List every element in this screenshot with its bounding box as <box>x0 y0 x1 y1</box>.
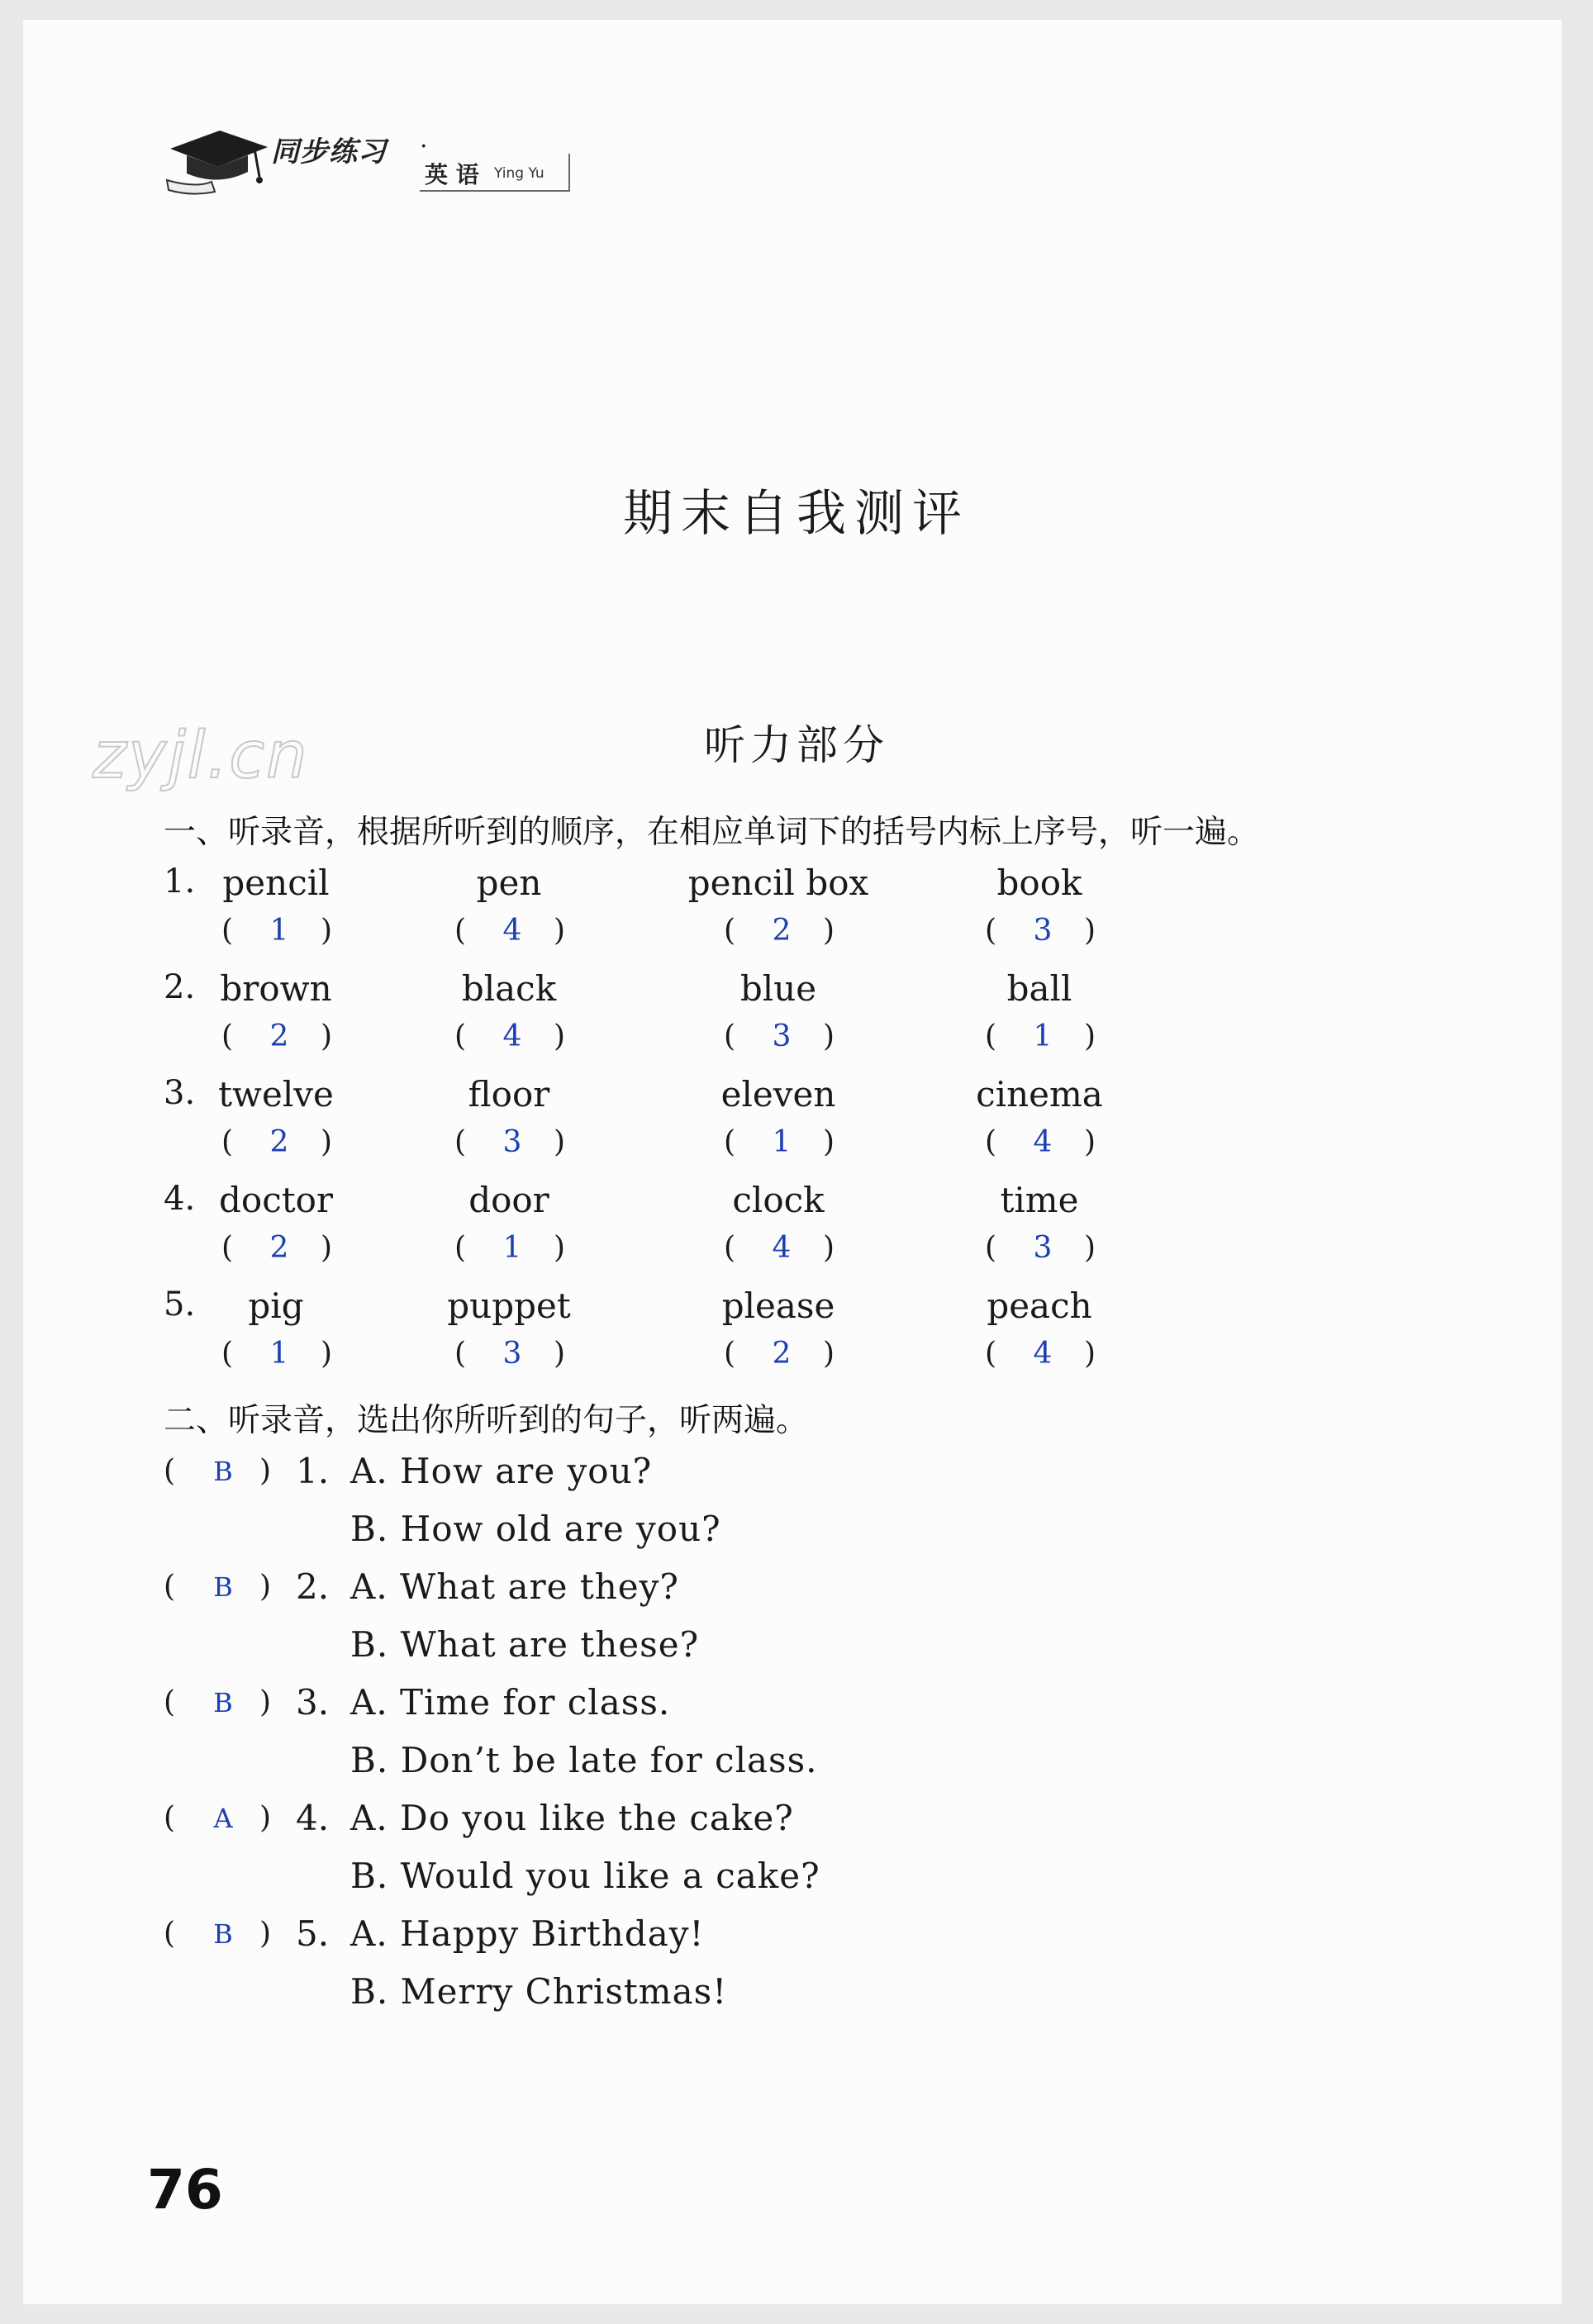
option-b: B. Would you like a cake? <box>350 1856 820 1896</box>
answer-choice[interactable]: B <box>213 1571 233 1603</box>
option-a: A. What are they? <box>350 1566 679 1607</box>
word-row <box>0 1180 1593 1229</box>
question-number: 3. <box>164 1074 196 1112</box>
word: pen <box>476 863 542 903</box>
question-number: 5. <box>164 1286 196 1324</box>
option-row <box>0 1509 1593 1558</box>
question-number: 5. <box>296 1913 330 1954</box>
option-a: A. Happy Birthday! <box>350 1913 705 1954</box>
question-row <box>0 1451 1593 1500</box>
answer-bracket-open: ( <box>164 1454 176 1488</box>
word: clock <box>732 1180 825 1220</box>
word: time <box>1000 1180 1079 1220</box>
answer-bracket-close: ) <box>259 1685 272 1719</box>
section-title: 听力部分 <box>704 721 889 769</box>
answer-row: ( 2 ) ( 3 ) ( 1 ) ( 4 ) <box>221 1125 1096 1159</box>
answer-bracket-open: ( <box>164 1570 176 1604</box>
question-row <box>0 1566 1593 1616</box>
option-a: A. Time for class. <box>350 1682 671 1723</box>
question-number: 4. <box>164 1180 196 1218</box>
question-number: 2. <box>296 1566 330 1607</box>
answer-row: ( 2 ) ( 4 ) ( 3 ) ( 1 ) <box>221 1019 1096 1053</box>
question-row <box>0 1798 1593 1847</box>
question-number: 4. <box>296 1798 330 1838</box>
brand-dot: · <box>420 132 428 161</box>
answer-bracket-close: ) <box>259 1917 272 1951</box>
answer-choice[interactable]: B <box>213 1687 233 1718</box>
word: book <box>996 863 1082 903</box>
word-row <box>0 863 1593 912</box>
word: peach <box>987 1286 1092 1326</box>
page-number: 76 <box>147 2158 223 2222</box>
answer-bracket-open: ( <box>164 1917 176 1951</box>
word: black <box>461 968 557 1009</box>
answer-row: ( 1 ) ( 4 ) ( 2 ) ( 3 ) <box>221 914 1096 948</box>
watermark: zyjl.cn <box>93 719 309 793</box>
word: door <box>468 1180 549 1220</box>
word: ball <box>1006 968 1072 1009</box>
option-row <box>0 1740 1593 1789</box>
option-row <box>0 1856 1593 1905</box>
subject-pinyin: Ying Yu <box>494 165 544 182</box>
question-number: 1. <box>164 863 196 901</box>
word: doctor <box>219 1180 333 1220</box>
word: blue <box>739 968 817 1009</box>
brand-name: 同步练习 <box>271 135 387 169</box>
word-row <box>0 1286 1593 1335</box>
word: cinema <box>976 1074 1103 1114</box>
option-row <box>0 1624 1593 1674</box>
answer-bracket-close: ) <box>259 1454 272 1488</box>
question-row <box>0 1682 1593 1732</box>
word: brown <box>220 968 332 1009</box>
word-row <box>0 1074 1593 1124</box>
option-b: B. Merry Christmas! <box>350 1971 728 2012</box>
question-number: 3. <box>296 1682 330 1723</box>
option-b: B. How old are you? <box>350 1509 721 1549</box>
option-b: B. Don’t be late for class. <box>350 1740 818 1780</box>
subject-label: 英 语 <box>425 161 479 188</box>
word: eleven <box>720 1074 836 1114</box>
answer-row: ( 2 ) ( 1 ) ( 4 ) ( 3 ) <box>221 1231 1096 1265</box>
answer-bracket-open: ( <box>164 1685 176 1719</box>
option-b: B. What are these? <box>350 1624 700 1665</box>
word: pencil <box>222 863 330 903</box>
question-row <box>0 1913 1593 1963</box>
word: twelve <box>218 1074 334 1114</box>
answer-bracket-open: ( <box>164 1801 176 1835</box>
answer-bracket-close: ) <box>259 1801 272 1835</box>
answer-bracket-close: ) <box>259 1570 272 1604</box>
word: floor <box>468 1074 550 1114</box>
graduation-cap-icon <box>162 116 269 198</box>
word: pig <box>248 1286 304 1326</box>
word-row <box>0 968 1593 1018</box>
page-title: 期末自我测评 <box>623 485 970 543</box>
answer-choice[interactable]: B <box>213 1456 233 1487</box>
option-a: A. Do you like the cake? <box>350 1798 794 1838</box>
part1-instruction: 一、听录音，根据所听到的顺序，在相应单词下的括号内标上序号，听一遍。 <box>164 814 1260 851</box>
word: puppet <box>447 1286 571 1326</box>
answer-choice[interactable]: B <box>213 1918 233 1950</box>
part2-instruction: 二、听录音，选出你所听到的句子，听两遍。 <box>164 1402 809 1439</box>
option-row <box>0 1971 1593 2021</box>
subject-box <box>420 154 570 192</box>
answer-choice[interactable]: A <box>213 1803 233 1834</box>
question-number: 2. <box>164 968 196 1006</box>
word: please <box>721 1286 835 1326</box>
answer-row: ( 1 ) ( 3 ) ( 2 ) ( 4 ) <box>221 1337 1096 1371</box>
header-logo <box>162 116 592 207</box>
option-a: A. How are you? <box>350 1451 653 1491</box>
question-number: 1. <box>296 1451 330 1491</box>
word: pencil box <box>687 863 869 903</box>
